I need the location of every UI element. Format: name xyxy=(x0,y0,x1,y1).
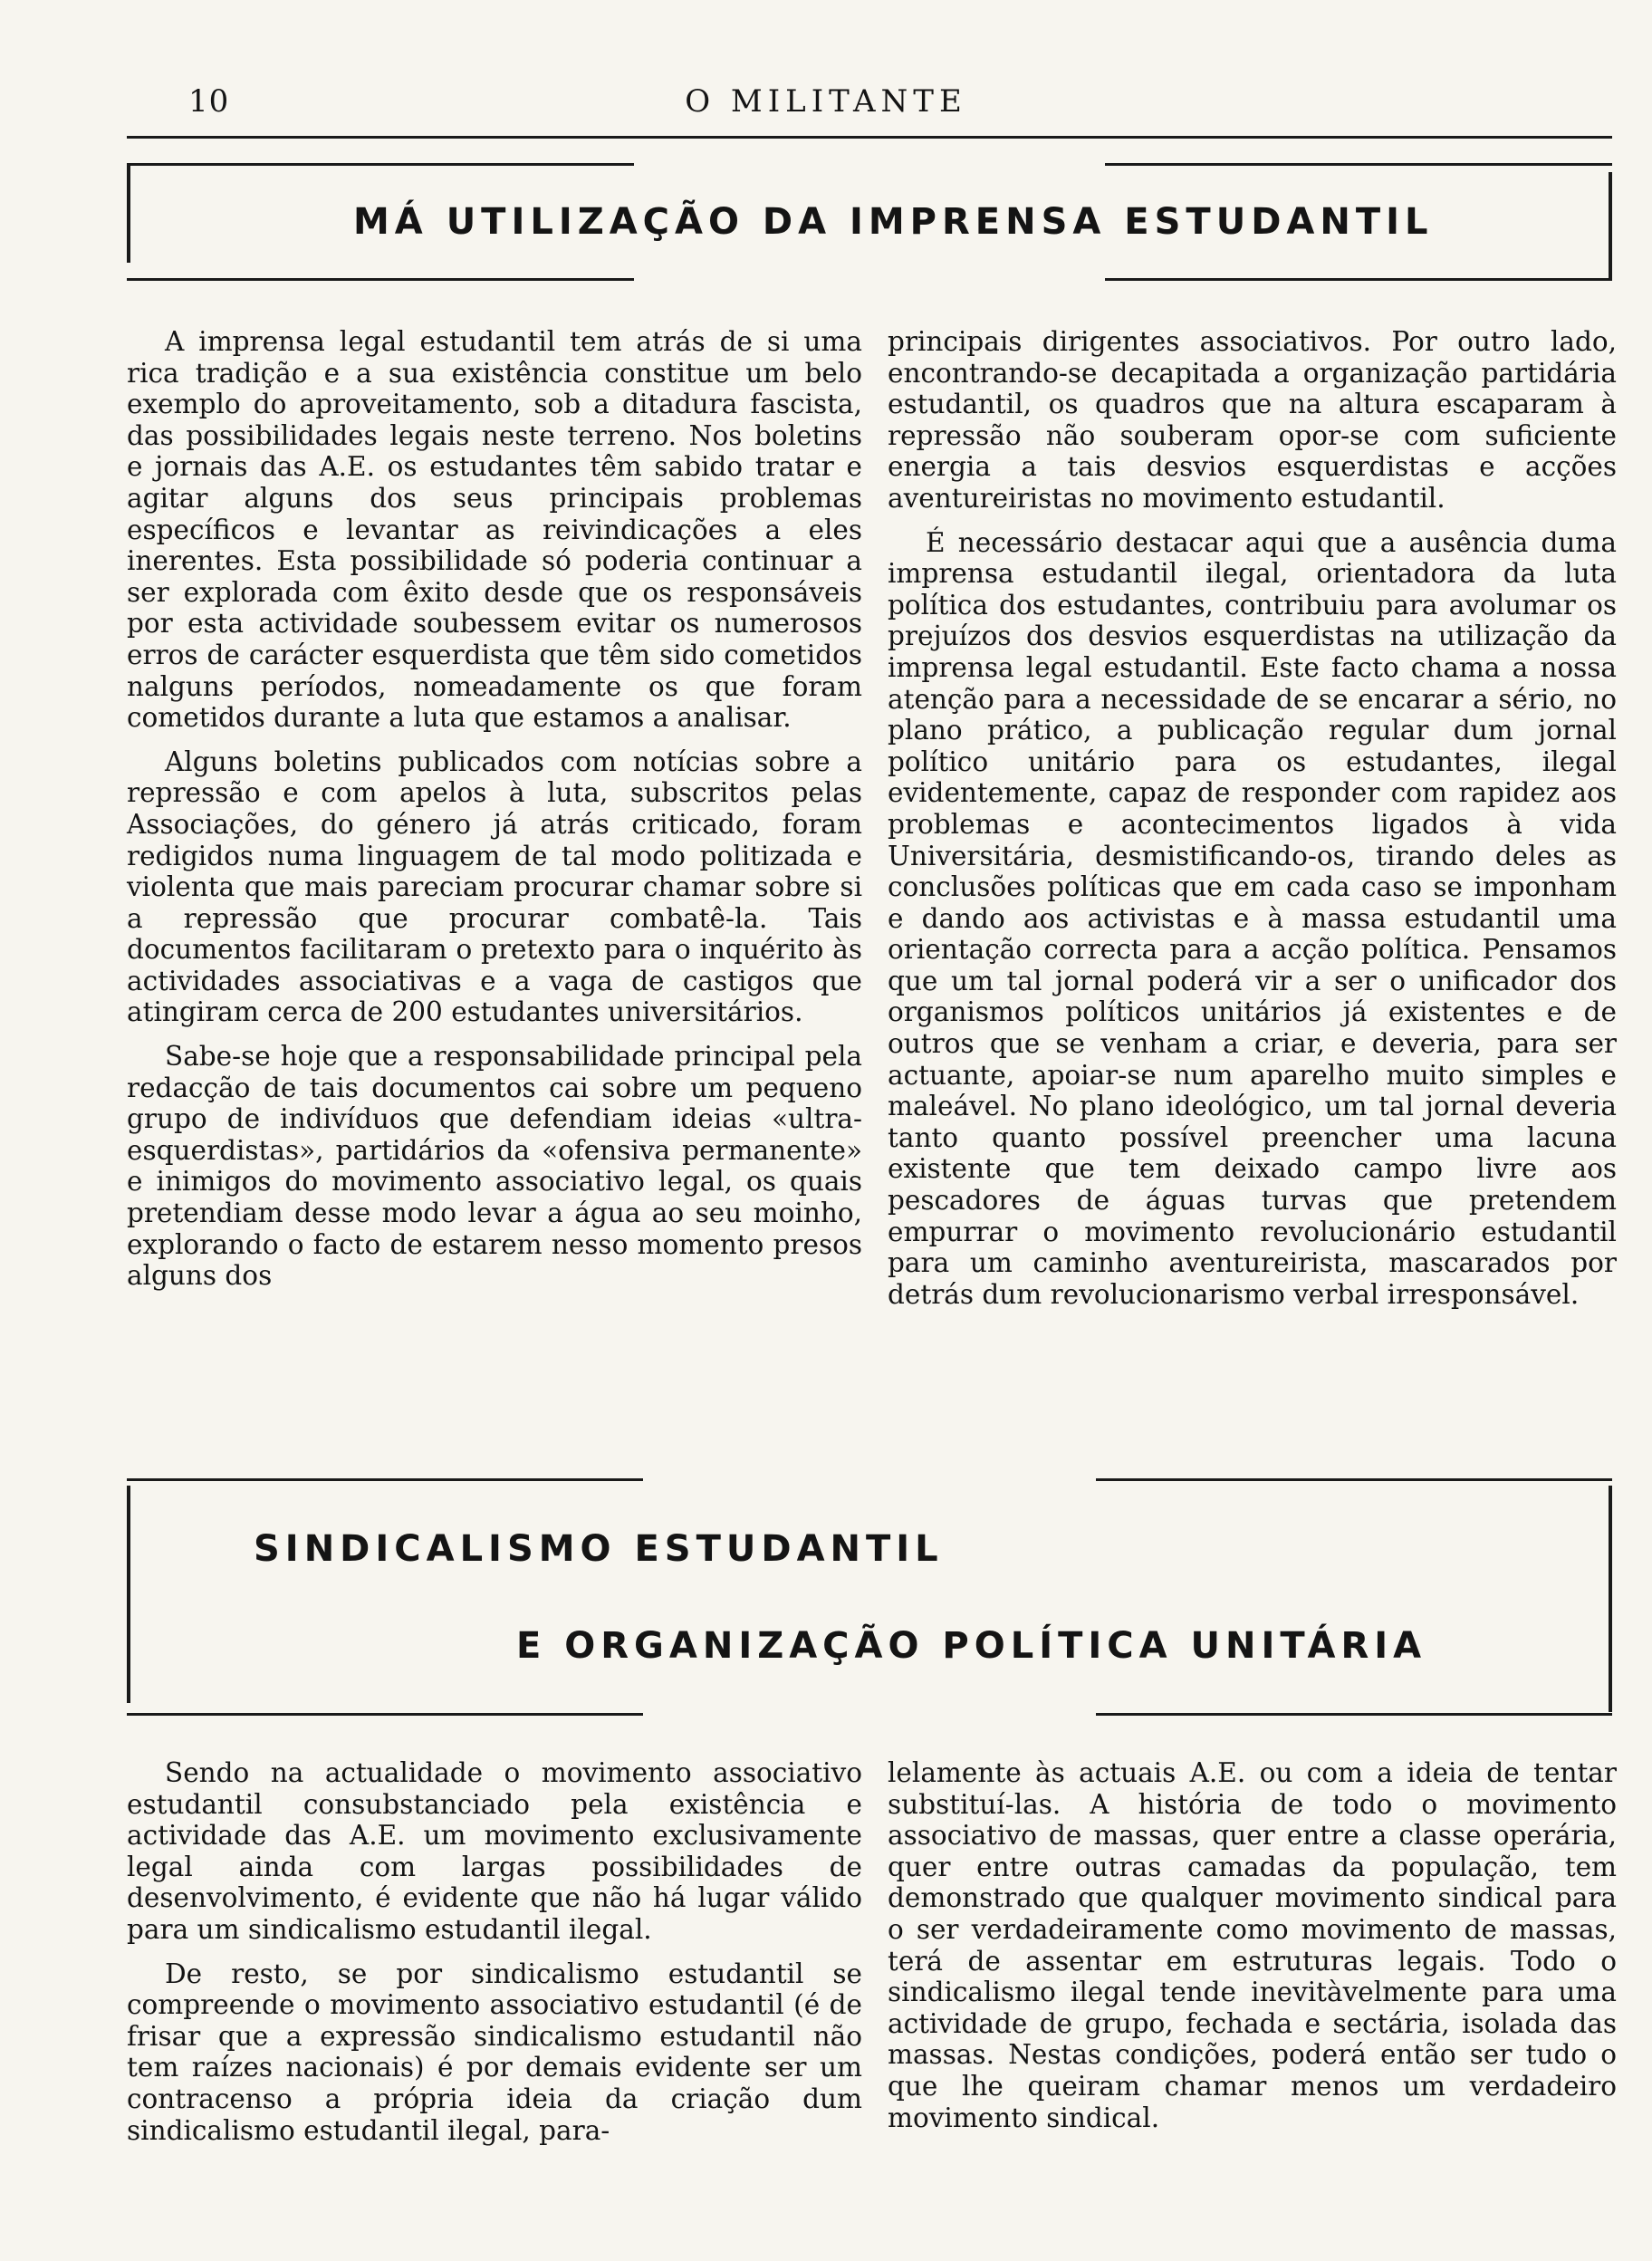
article2-right-paragraph: lelamente às actuais A.E. ou com a ideia de tentar substituí-las. A história de todo o movimento associativo de massas, quer entre a classe operária, quer entre outras camadas da população, tem demonstrado que qualquer movimento sindical para o ser verdadeiramente como movimento de massas, terá de assentar em estruturas legais. Todo o sindicalismo ilegal tende inevitàvelmente para uma actividade de grupo, fechada e sectária, isolada das massas. Nestas condições, poderá então ser tudo o que lhe queiram chamar menos um verdadeiro movimento sindical. xyxy=(888,1757,1617,2133)
article1-right-paragraph: É necessário destacar aqui que a ausência duma imprensa estudantil ilegal, orientadora da luta política dos estudantes, contribuiu para avolumar os prejuízos dos desvios esquerdistas na utilização da imprensa legal estudantil. Este facto chama a nossa atenção para a necessidade de se encarar a sério, no plano prático, a publicação regular dum jornal político unitário para os estudantes, ilegal evidentemente, capaz de responder com rapidez aos problemas e acontecimentos ligados à vida Universitária, desmistificando-os, tirando deles as conclusões políticas que em cada caso se imponham e dando aos activistas e à massa estudantil uma orientação correcta para a acção política. Pensamos que um tal jornal poderá vir a ser o unificador dos organismos políticos unitários já existentes e de outros que se venham a criar, e deveria, para ser actuante, apoiar-se num aparelho muito simples e maleável. No plano ideológico, um tal jornal deveria tanto quanto possível preencher uma lacuna existente que tem deixado campo livre aos pescadores de águas turvas que pretendem empurrar o movimento revolucionário estudantil para um caminho aventureirista, mascarados por detrás dum revolucionarismo verbal irresponsável. xyxy=(888,526,1617,1310)
article1-left-paragraph: Alguns boletins publicados com notícias sobre a repressão e com apelos à luta, subscritos pelas Associações, do género já atrás criticado, foram redigidos numa linguagem de tal modo politizada e violenta que mais pareciam procurar chamar sobre si a repressão que procurar combatê-la. Tais documentos facilitaram o pretexto para o inquérito às actividades associativas e a vaga de castigos que atingiram cerca de 200 estudantes universitários. xyxy=(127,746,862,1028)
article1-left-paragraph: A imprensa legal estudantil tem atrás de si uma rica tradição e a sua existência constitue um belo exemplo do aproveitamento, sob a ditadura fascista, das possibilidades legais neste terreno. Nos boletins e jornais das A.E. os estudantes têm sabido tratar e agitar alguns dos seus principais problemas específicos e levantar as reivindicações a eles inerentes. Esta possibilidade só poderia continuar a ser explorada com êxito desde que os responsáveis por esta actividade soubessem evitar os numerosos erros de carácter esquerdista que têm sido cometidos nalguns períodos, nomeadamente os que foram cometidos durante a luta que estamos a analisar. xyxy=(127,326,862,734)
page-number: 10 xyxy=(188,83,230,120)
article1-headline-box xyxy=(127,163,1612,281)
article2-right-column xyxy=(888,1757,1617,2146)
article2-headline-line2: E ORGANIZAÇÃO POLÍTICA UNITÁRIA xyxy=(516,1625,1427,1667)
article1-right-paragraph: principais dirigentes associativos. Por outro lado, encontrando-se decapitada a organização partidária estudantil, os quadros que na altura escaparam à repressão não souberam opor-se com suficiente energia a tais desvios esquerdistas e acções aventureiristas no movimento estudantil. xyxy=(888,326,1617,514)
article1-right-column xyxy=(888,326,1617,1323)
article1-left-column xyxy=(127,326,862,1304)
article2-left-paragraph: Sendo na actualidade o movimento associativo estudantil consubstanciado pela existência e actividade das A.E. um movimento exclusivamente legal ainda com largas possibilidades de desenvolvimento, é evidente que não há lugar válido para um sindicalismo estudantil ilegal. xyxy=(127,1757,862,1945)
article2-headline-box xyxy=(127,1478,1612,1716)
article1-headline: MÁ UTILIZAÇÃO DA IMPRENSA ESTUDANTIL xyxy=(353,201,1434,243)
article2-left-column xyxy=(127,1757,862,2159)
publication-title: O MILITANTE xyxy=(685,83,967,120)
article2-left-paragraph: De resto, se por sindicalismo estudantil se compreende o movimento associativo estudantil (é de frisar que a expressão sindicalismo estudantil não tem raízes nacionais) é por demais evidente ser um contracenso a própria ideia da criação dum sindicalismo estudantil ilegal, para- xyxy=(127,1958,862,2146)
article2-headline-line1: SINDICALISMO ESTUDANTIL xyxy=(254,1528,944,1570)
article1-left-paragraph: Sabe-se hoje que a responsabilidade principal pela redacção de tais documentos cai sobre um pequeno grupo de indivíduos que defendiam ideias «ultra-esquerdistas», partidários da «ofensiva permanente» e inimigos do movimento associativo legal, os quais pretendiam desse modo levar a água ao seu moinho, explorando o facto de estarem nesso momento presos alguns dos xyxy=(127,1041,862,1292)
header-rule xyxy=(127,136,1612,139)
